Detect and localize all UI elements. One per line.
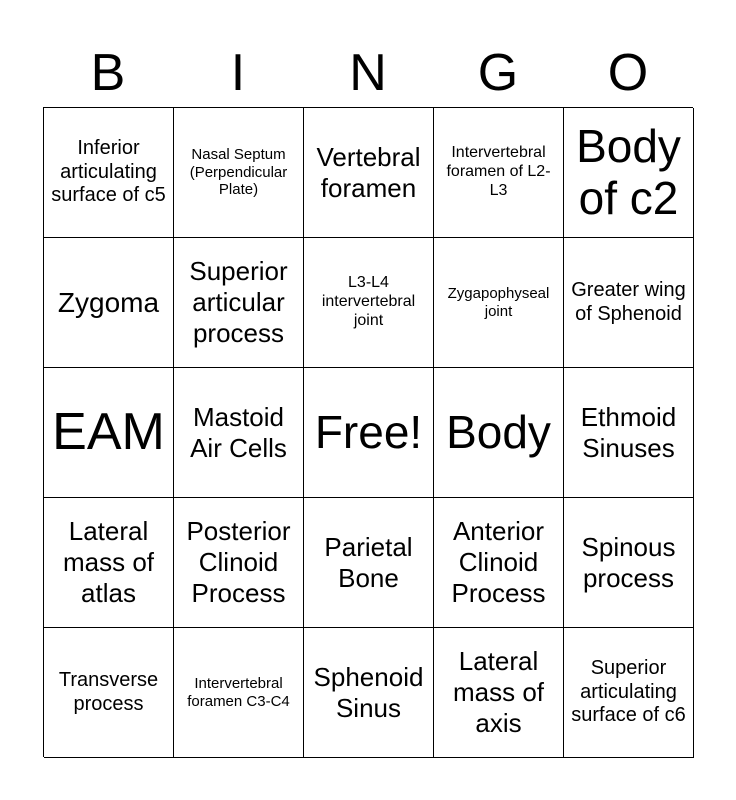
bingo-cell[interactable]: Intervertebral foramen of L2-L3 [434, 108, 564, 238]
bingo-cell[interactable]: Spinous process [564, 498, 694, 628]
bingo-cell[interactable]: Greater wing of Sphenoid [564, 238, 694, 368]
bingo-cell[interactable]: Posterior Clinoid Process [174, 498, 304, 628]
bingo-card-grid [43, 107, 693, 757]
bingo-cell[interactable]: Nasal Septum (Perpendicular Plate) [174, 108, 304, 238]
bingo-cell[interactable]: L3-L4 intervertebral joint [304, 238, 434, 368]
bingo-cell[interactable]: Ethmoid Sinuses [564, 368, 694, 498]
bingo-cell[interactable]: Body [434, 368, 564, 498]
bingo-cell[interactable]: Zygoma [44, 238, 174, 368]
header-letter-o: O [607, 44, 649, 102]
bingo-cell[interactable]: Sphenoid Sinus [304, 628, 434, 758]
bingo-cell[interactable]: Intervertebral foramen C3-C4 [174, 628, 304, 758]
bingo-cell[interactable]: Inferior articulating surface of c5 [44, 108, 174, 238]
header-letter-n: N [349, 44, 387, 102]
free-space-cell[interactable]: Free! [304, 368, 434, 498]
bingo-cell[interactable]: Mastoid Air Cells [174, 368, 304, 498]
bingo-cell[interactable]: Transverse process [44, 628, 174, 758]
bingo-cell[interactable]: Zygapophyseal joint [434, 238, 564, 368]
bingo-header [43, 40, 693, 106]
header-letter-g: G [477, 44, 519, 102]
header-letter-i: I [230, 44, 246, 102]
bingo-cell[interactable]: Vertebral foramen [304, 108, 434, 238]
bingo-cell[interactable]: Lateral mass of axis [434, 628, 564, 758]
bingo-cell[interactable]: EAM [44, 368, 174, 498]
bingo-cell[interactable]: Anterior Clinoid Process [434, 498, 564, 628]
bingo-cell[interactable]: Superior articulating surface of c6 [564, 628, 694, 758]
bingo-cell[interactable]: Superior articular process [174, 238, 304, 368]
header-letter-b: B [90, 44, 126, 102]
bingo-cell[interactable]: Parietal Bone [304, 498, 434, 628]
bingo-cell[interactable]: Lateral mass of atlas [44, 498, 174, 628]
bingo-cell[interactable]: Body of c2 [564, 108, 694, 238]
